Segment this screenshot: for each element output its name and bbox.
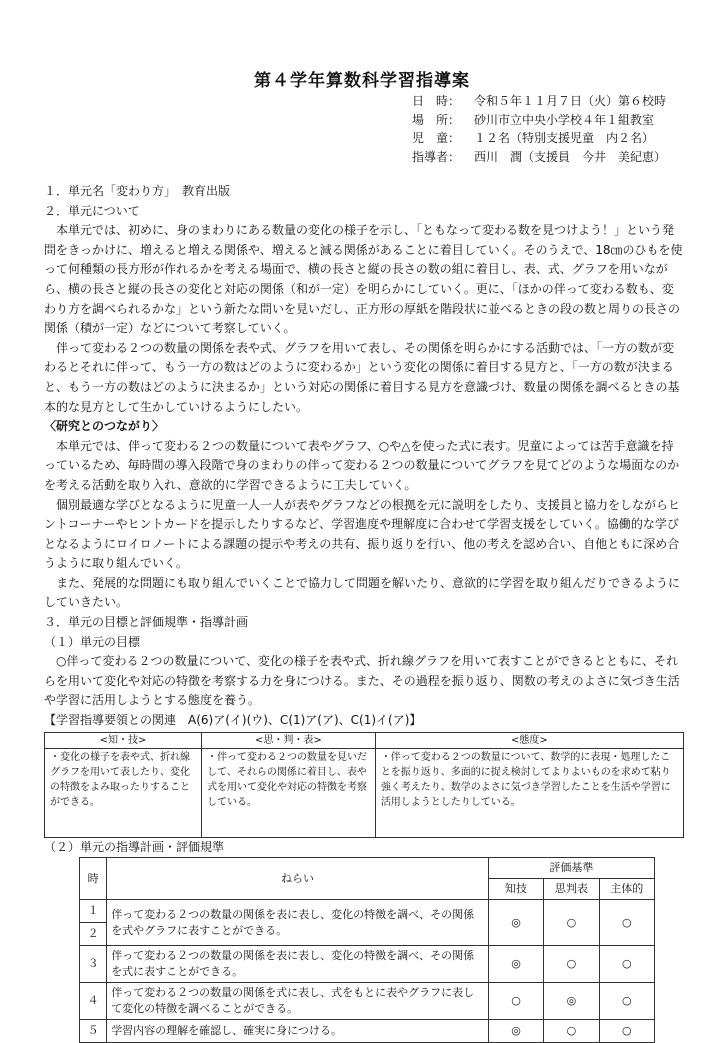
eval-attitude: ○: [599, 900, 654, 946]
period-number: ４: [80, 983, 107, 1020]
header-eval-knowledge: 知技: [488, 879, 543, 900]
table-row: [80, 983, 655, 1020]
period-number: ３: [80, 946, 107, 983]
section-2-heading: ２．単元について: [44, 203, 140, 218]
section-3-2-heading: （２）単元の指導計画・評価規準: [44, 839, 225, 854]
paragraph-research-2: 個別最適な学びとなるように児童一人一人が表やグラフなどの根拠を元に説明をしたり、支援員と協力をしながらヒントコーナーやヒントカードを提示したりするなど、学習進度や理解度に合わせて学習支援をしていく。協働的な学びとなるようにロイロノートによる課題の提示や考えの共有、振り返りを行い、他の考えを認め合い、自他ともに深め合うように取り組んでいく。: [44, 497, 681, 571]
curriculum-link: 【学習指導要領との関連 A(6)ア(イ)(ウ)、C(1)ア(ア)、C(1)イ(ア)】: [44, 713, 422, 728]
header-eval-attitude: 主体的: [599, 879, 654, 900]
document-body: [44, 182, 684, 1043]
eval-knowledge: ◎: [488, 1020, 543, 1043]
header-aim: ねらい: [107, 858, 489, 900]
period-number: ２: [80, 923, 107, 946]
aim-text: 伴って変わる２つの数量の関係を式に表し、式をもとに表やグラフに表して変化の特徴を調べることができる。: [107, 983, 489, 1020]
meta-date: 日 時： 令和５年１１月７日（火）第６校時: [412, 94, 667, 108]
lesson-meta: [412, 92, 666, 166]
header-period: 時: [80, 858, 107, 900]
section-3-1-heading: （１）単元の目標: [44, 634, 141, 649]
eval-attitude: ○: [599, 1020, 654, 1043]
aim-text: 伴って変わる２つの数量の関係を表に表し、変化の特徴を調べ、その関係を式やグラフに表すことができる。: [107, 900, 489, 946]
page-title: 第４学年算数科学習指導案: [254, 71, 470, 91]
eval-knowledge: ○: [488, 983, 543, 1020]
teaching-plan-table: [79, 857, 655, 1043]
eval-thinking: ○: [544, 900, 599, 946]
cell-thinking: ・伴って変わる２つの数量を見いだして、それらの関係に着目し、表や式を用いて変化や対応の特徴を考察している。: [202, 748, 376, 837]
header-thinking: <思・判・表>: [202, 732, 376, 748]
meta-place: 場 所： 砂川市立中央小学校４年１組教室: [412, 112, 655, 127]
section-1-heading: １．単元名「変わり方」 教育出版: [44, 184, 231, 198]
aim-text: 学習内容の理解を確認し、確実に身につける。: [107, 1020, 489, 1043]
paragraph-unit-intro: 本単元では、初めに、身のまわりにある数量の変化の様子を示し、「ともなって変わる数を見つけよう！」という発問をきっかけに、増えると増える関係や、増えると減る関係があることに着目していく。そのうえで、18㎝のひもを使って何種類の長方形が作れるかを考える場面で、横の長さと縦の長さの数の組に着目し、表、式、グラフを用いながら、横の長さと縦の長さの変化と対応の関係（和が一定）を明らかにしていく。更に、「ほかの伴って変わる数も、変わり方を調べられるかな」という新たな問いを見いだし、正方形の厚紙を階段状に並べるときの段の数と周りの長さの関係（積が一定）などについて考察していく。: [44, 223, 683, 336]
header-knowledge: <知・技>: [45, 732, 202, 748]
aim-text: 伴って変わる２つの数量の関係を表に表し、変化の特徴を調べ、その関係を式に表すことができる。: [107, 946, 489, 983]
header-attitude: <態度>: [375, 732, 683, 748]
paragraph-research-3: また、発展的な問題にも取り組んでいくことで協力して問題を解いたり、意欲的に学習を取り組んだりできるようにしていきたい。: [44, 575, 681, 610]
eval-thinking: ◎: [544, 983, 599, 1020]
eval-knowledge: ◎: [488, 946, 543, 983]
section-3-heading: ３．単元の目標と評価規準・指導計画: [44, 615, 249, 630]
eval-thinking: ○: [544, 946, 599, 983]
cell-attitude: ・伴って変わる２つの数量について、数学的に表現・処理したことを振り返り、多面的に捉え検討してよりよいものを求めて粘り強く考えたり、数学のよさに気づき学習したことを生活や学習に活用しようとしたりしている。: [375, 748, 683, 837]
unit-goal: ○伴って変わる２つの数量について、変化の様子を表や式、折れ線グラフを用いて表すことができるとともに、それらを用いて変化や対応の特徴を考察する力を身につける。また、その過程を振り返り、関数の考えのよさに気づき生活や学習に活用しようとする態度を養う。: [44, 654, 680, 708]
meta-students: 児 童： １２名（特別支援児童 内２名）: [412, 131, 655, 145]
header-evaluation: 評価基準: [488, 858, 654, 879]
eval-attitude: ○: [599, 946, 654, 983]
table-row: [80, 1020, 655, 1043]
period-number: ５: [80, 1020, 107, 1043]
eval-thinking: ○: [544, 1020, 599, 1043]
period-number: １: [80, 900, 107, 923]
evaluation-criteria-table: [44, 732, 684, 838]
header-eval-thinking: 思判表: [544, 879, 599, 900]
table-row: [80, 900, 655, 923]
paragraph-research-1: 本単元では、伴って変わる２つの数量について表やグラフ、○や△を使った式に表す。児童によっては苦手意識を持っているため、毎時間の導入段階で身のまわりの伴って変わる２つの数量についてグラフを見てどのような場面なのかを考える活動を取り入れ、意欲的に学習できるように工夫していく。: [44, 438, 680, 492]
research-heading: 〈研究とのつながり〉: [44, 419, 165, 434]
cell-knowledge: ・変化の様子を表や式、折れ線グラフを用いて表したり、変化の特徴をよみ取ったりすることができる。: [45, 748, 202, 837]
eval-attitude: ○: [599, 983, 654, 1020]
eval-knowledge: ◎: [488, 900, 543, 946]
meta-teacher: 指導者： 西川 潤（支援員 今井 美紀恵）: [412, 149, 667, 164]
paragraph-unit-view: 伴って変わる２つの数量の関係を表や式、グラフを用いて表し、その関係を明らかにする活動では、「一方の数が変わるとそれに伴って、もう一方の数はどのように変わるか」という変化の関係に着目する見方と、「一方の数が決まると、もう一方の数はどのように決まるか」という対応の関係に着目する見方を意識づけ、数量の関係を調べるときの基本的な見方として生かしていけるようにしたい。: [44, 340, 680, 414]
table-row: [80, 946, 655, 983]
